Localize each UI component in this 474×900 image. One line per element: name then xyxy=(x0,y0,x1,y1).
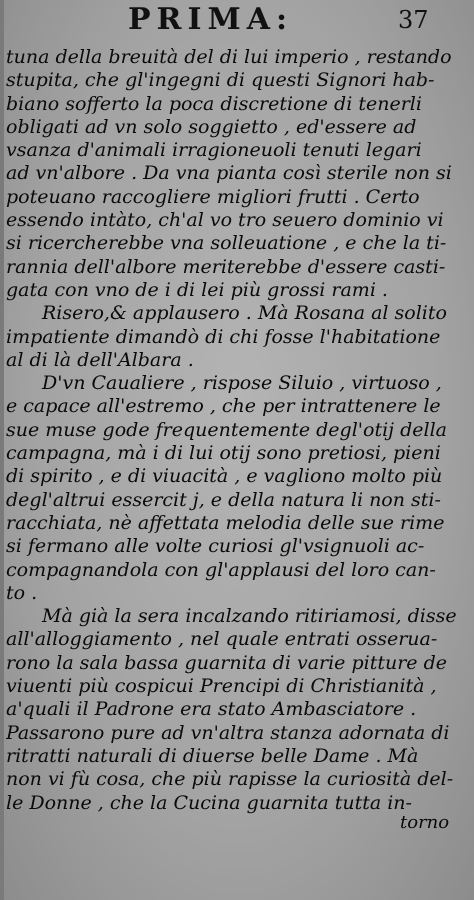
text-line: compagnandola con gl'applausi del loro can- xyxy=(6,558,436,581)
text-line: sue muse gode frequentemente degl'otij della xyxy=(6,418,447,441)
text-line: viuenti più cospicui Prencipi di Christianità , xyxy=(6,675,437,698)
text-line: le Donne , che la Cucina guarnita tutta in- xyxy=(6,791,412,814)
text-line: si ricercherebbe vna solleuatione , e che la ti- xyxy=(6,232,447,255)
text-line: vsanza d'animali irragioneuoli tenuti legari xyxy=(6,139,422,162)
page-number: 37 xyxy=(398,6,429,34)
text-line: gata con vno de i di lei più grossi rami . xyxy=(6,278,388,301)
text-line: to . xyxy=(6,581,38,604)
text-line: impatiente dimandò di chi fosse l'habitatione xyxy=(6,325,441,348)
running-head: PRIMA: xyxy=(128,2,294,37)
binding-edge xyxy=(0,0,4,900)
text-line: tuna della breuità del di lui imperio , restando xyxy=(6,46,452,68)
text-line: Mà già la sera incalzando ritiriamosi, disse xyxy=(42,605,457,628)
text-line: all'alloggiamento , nel quale entrati osserua- xyxy=(6,628,438,651)
text-line: si fermano alle volte curiosi gl'vsignuoli ac- xyxy=(6,535,425,558)
text-line: obligati ad vn solo soggietto , ed'essere ad xyxy=(6,115,417,138)
text-line: poteuano raccogliere migliori frutti . Certo xyxy=(6,185,420,208)
text-line: racchiata, nè affettata melodia delle sue rime xyxy=(6,511,445,534)
text-line: rono la sala bassa guarnita di varie pitture de xyxy=(6,651,447,674)
text-line: rannia dell'albore meriterebbe d'essere casti- xyxy=(6,255,446,278)
text-line: non vi fù cosa, che più rapisse la curiosità del- xyxy=(6,768,454,791)
text-line: al di là dell'Albara . xyxy=(6,348,194,371)
text-line: di spirito , e di viuacità , e vagliono molto più xyxy=(6,465,443,488)
page-header xyxy=(0,2,474,36)
text-line: D'vn Caualiere , rispose Siluio , virtuoso , xyxy=(42,372,442,395)
catchword: torno xyxy=(400,812,450,833)
text-line: ad vn'albore . Da vna pianta così sterile non si xyxy=(6,162,452,185)
text-line: stupita, che gl'ingegni di questi Signori hab- xyxy=(6,69,435,92)
text-line: e capace all'estremo , che per intrattenere le xyxy=(6,395,441,418)
body-text xyxy=(6,46,468,815)
text-line: Passarono pure ad vn'altra stanza adornata di xyxy=(6,721,450,744)
text-line: essendo intàto, ch'al vo tro seuero dominio vi xyxy=(6,209,444,232)
text-line: a'quali il Padrone era stato Ambasciatore . xyxy=(6,698,417,721)
text-line: campagna, mà i di lui otij sono pretiosi, pieni xyxy=(6,442,441,465)
text-line: degl'altrui essercit j, e della natura li non sti- xyxy=(6,488,441,511)
text-line: ritratti naturali di diuerse belle Dame . Mà xyxy=(6,744,419,767)
text-line: biano sofferto la poca discretione di tenerli xyxy=(6,92,422,115)
text-line: Risero,& applausero . Mà Rosana al solito xyxy=(42,302,447,325)
